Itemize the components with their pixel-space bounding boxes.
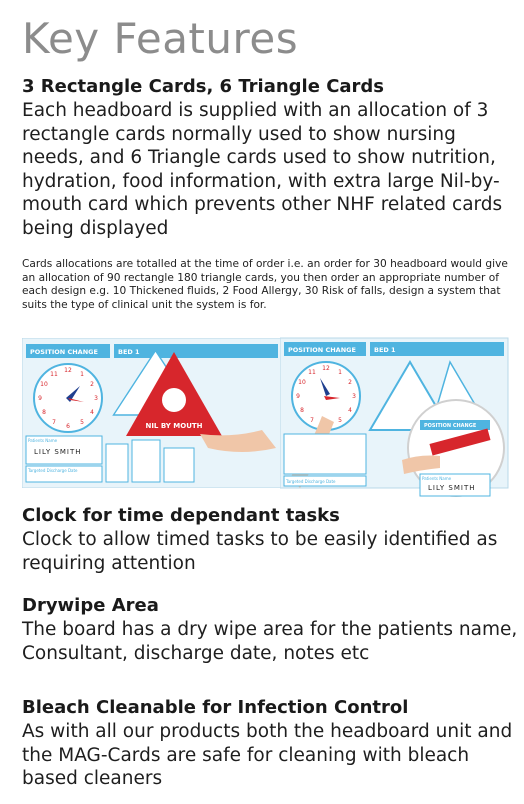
svg-text:11: 11: [308, 369, 316, 376]
svg-text:6: 6: [66, 423, 70, 430]
svg-text:POSITION CHANGE: POSITION CHANGE: [288, 346, 356, 354]
bed-label: BED 1: [118, 348, 140, 356]
allocation-note: Cards allocations are totalled at the time of order i.e. an order for 30 headboard would give an allocation of 90 rectangle 180 triangle cards, you then order an appropriate number of each design e.g. 10 Thickened fluids, 2 Food Allergy, 30 Risk of falls, design a system that suits the type of clinical unit the system is for.: [22, 258, 508, 311]
svg-text:Patients Name: Patients Name: [28, 438, 58, 443]
svg-text:Targeted Discharge Date: Targeted Discharge Date: [28, 468, 78, 473]
patient-name: LILY SMITH: [34, 448, 82, 456]
svg-text:LILY SMITH: LILY SMITH: [428, 484, 476, 492]
nil-by-mouth-label: NIL BY MOUTH: [145, 422, 203, 430]
svg-text:4: 4: [90, 409, 94, 416]
svg-text:12: 12: [322, 365, 330, 372]
svg-text:11: 11: [50, 371, 58, 378]
svg-text:5: 5: [80, 419, 84, 426]
position-change-label: POSITION CHANGE: [30, 348, 98, 356]
svg-text:Targeted Discharge Date: Targeted Discharge Date: [286, 479, 336, 484]
svg-text:9: 9: [296, 393, 300, 400]
svg-text:8: 8: [300, 407, 304, 414]
svg-text:9: 9: [38, 395, 42, 402]
section-body-drywipe: The board has a dry wipe area for the patients name, Consultant, discharge date, notes etc: [22, 619, 518, 664]
svg-text:2: 2: [348, 379, 352, 386]
svg-text:5: 5: [338, 417, 342, 424]
headboard-image-nil-by-mouth: [22, 338, 284, 488]
svg-text:4: 4: [348, 407, 352, 414]
section-heading-drywipe: Drywipe Area: [22, 595, 159, 616]
svg-text:3: 3: [94, 395, 98, 402]
svg-text:8: 8: [42, 409, 46, 416]
headboard-image-clock: [280, 328, 516, 498]
svg-text:2: 2: [90, 381, 94, 388]
svg-text:10: 10: [40, 381, 48, 388]
section-heading-cards: 3 Rectangle Cards, 6 Triangle Cards: [22, 76, 385, 97]
page-title: Key Features: [22, 14, 299, 63]
svg-text:10: 10: [298, 379, 306, 386]
svg-text:1: 1: [338, 369, 342, 376]
section-body-clock: Clock to allow timed tasks to be easily identified as requiring attention: [22, 529, 498, 574]
svg-text:12: 12: [64, 367, 72, 374]
svg-text:3: 3: [352, 393, 356, 400]
svg-text:1: 1: [80, 371, 84, 378]
svg-text:BED 1: BED 1: [374, 346, 396, 354]
svg-text:7: 7: [52, 419, 56, 426]
svg-text:Patients Name: Patients Name: [422, 476, 452, 481]
svg-text:POSITION CHANGE: POSITION CHANGE: [424, 423, 477, 429]
svg-text:7: 7: [310, 417, 314, 424]
section-heading-clock: Clock for time dependant tasks: [22, 505, 340, 526]
section-heading-bleach: Bleach Cleanable for Infection Control: [22, 697, 409, 718]
section-body-bleach: As with all our products both the headboard unit and the MAG-Cards are safe for cleaning with bleach based cleaners: [22, 721, 513, 789]
section-body-cards: Each headboard is supplied with an allocation of 3 rectangle cards normally used to show nursing needs, and 6 Triangle cards used to show nutrition, hydration, food information, with extra large Nil-by-mouth card which prevents other NHF related cards being displayed: [22, 100, 503, 239]
